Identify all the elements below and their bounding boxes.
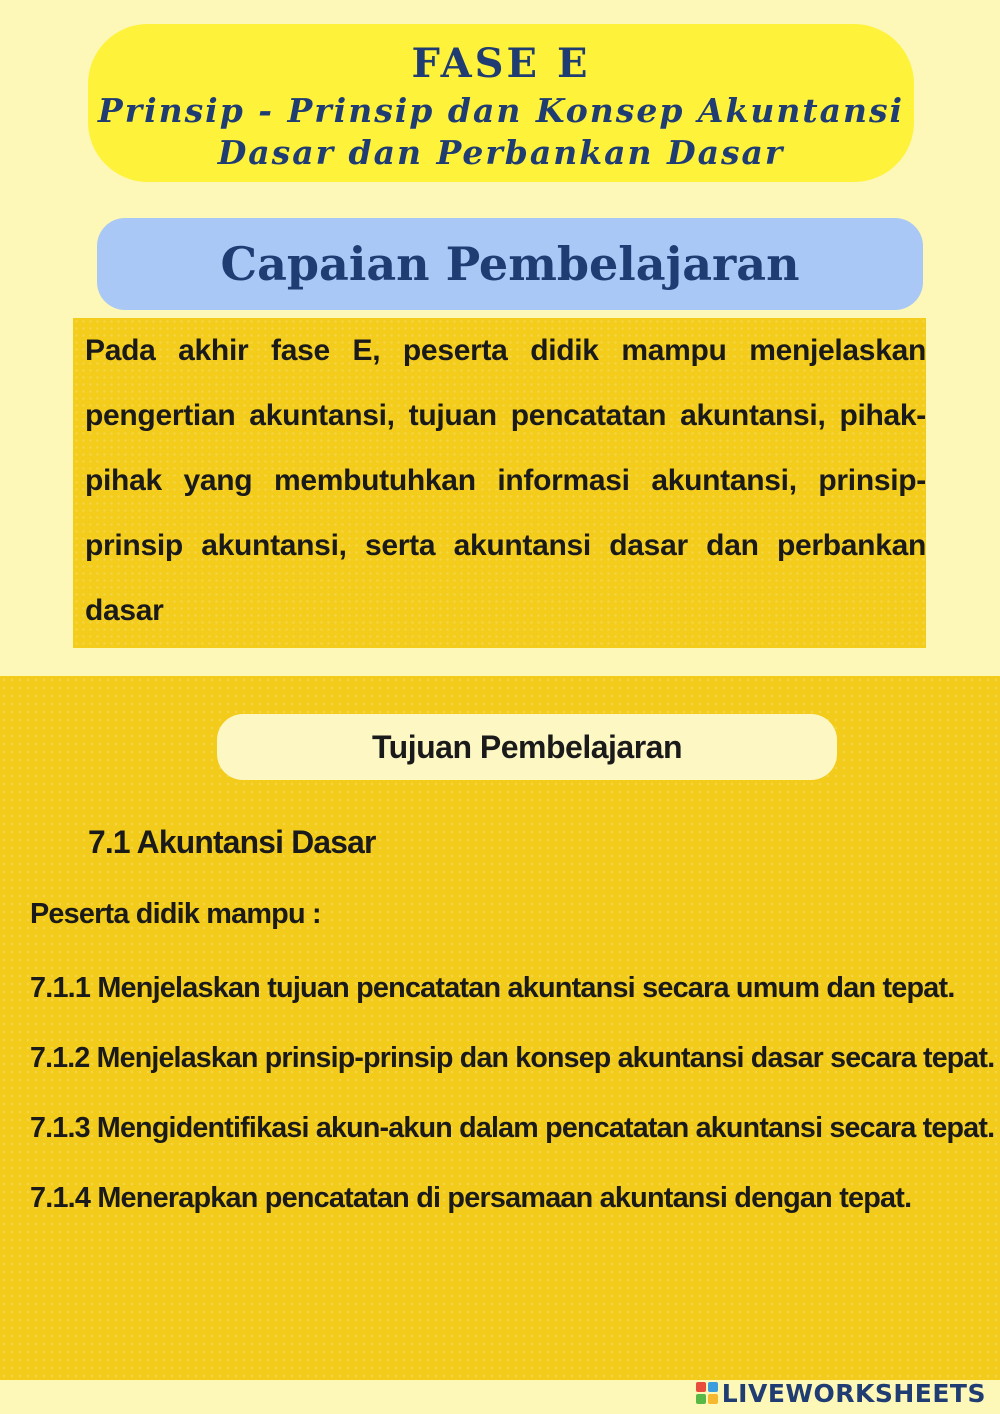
brand-logo[interactable] bbox=[696, 1376, 986, 1410]
topic-title bbox=[88, 90, 914, 174]
tujuan-heading: Tujuan Pembelajaran bbox=[217, 714, 837, 780]
tujuan-section bbox=[0, 676, 1000, 1380]
intro-text: Peserta didik mampu : bbox=[30, 898, 321, 930]
brand-name: LIVEWORKSHEETS bbox=[721, 1378, 986, 1408]
topic-title-line-2: Dasar dan Perbankan Dasar bbox=[217, 133, 785, 172]
objective-item: 7.1.4 Menerapkan pencatatan di persamaan akuntansi dengan tepat. bbox=[30, 1182, 912, 1214]
objective-item: 7.1.3 Mengidentifikasi akun-akun dalam pencatatan akuntansi secara tepat. bbox=[30, 1112, 995, 1144]
phase-title: FASE E bbox=[411, 40, 591, 87]
capaian-box bbox=[73, 318, 926, 648]
objective-item: 7.1.1 Menjelaskan tujuan pencatatan akuntansi secara umum dan tepat. bbox=[30, 972, 955, 1004]
capaian-text: Pada akhir fase E, peserta didik mampu menjelaskan pengertian akuntansi, tujuan pencatatan akuntansi, pihak-pihak yang membutuhkan informasi akuntansi, prinsip-prinsip akuntansi, serta akuntansi dasar dan perbankan dasar bbox=[85, 334, 926, 627]
subsection-title: 7.1 Akuntansi Dasar bbox=[88, 824, 376, 860]
topic-title-line-1: Prinsip - Prinsip dan Konsep Akuntansi bbox=[97, 91, 905, 130]
capaian-heading: Capaian Pembelajaran bbox=[97, 218, 923, 310]
objective-item: 7.1.2 Menjelaskan prinsip-prinsip dan konsep akuntansi dasar secara tepat. bbox=[30, 1042, 995, 1074]
header-banner bbox=[88, 24, 914, 182]
liveworksheets-logo-icon bbox=[696, 1382, 718, 1404]
